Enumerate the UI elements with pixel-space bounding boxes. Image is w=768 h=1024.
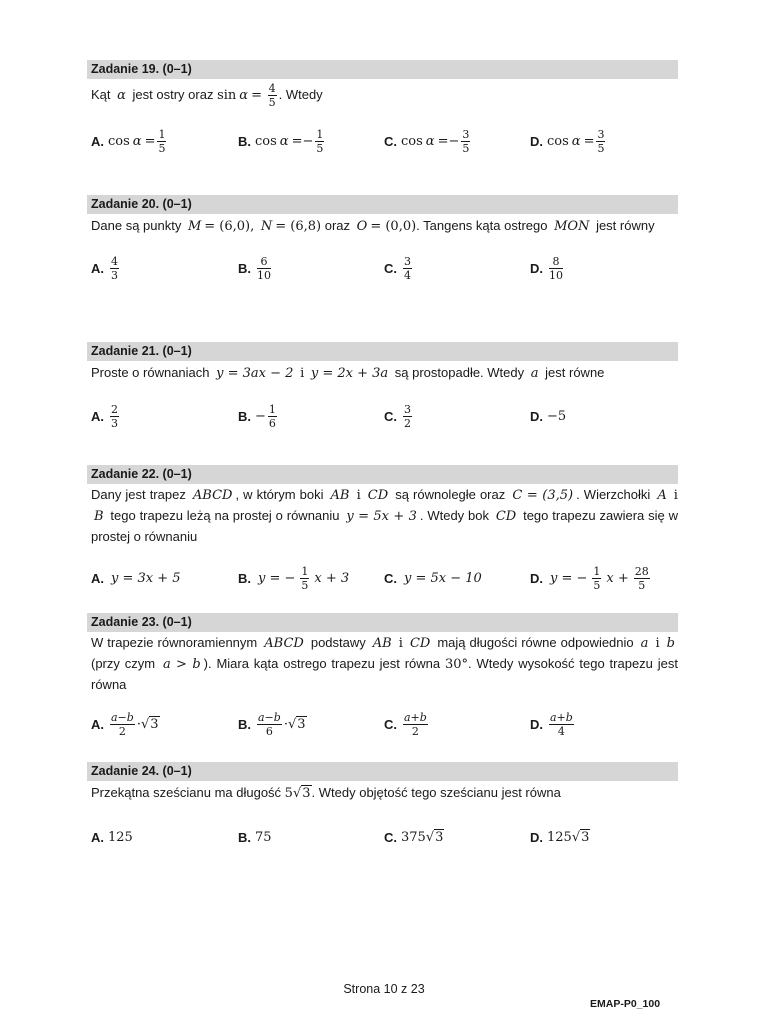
option-label: C. <box>384 408 397 424</box>
sqrt: √3 <box>425 829 444 845</box>
denominator: 3 <box>111 416 118 430</box>
math-op: · <box>136 716 141 732</box>
math-func: cos <box>108 133 130 149</box>
math-expr: y = 2x + 3a <box>310 366 389 381</box>
sqrt: √3 <box>287 716 306 732</box>
task-23 <box>87 613 678 739</box>
text-fragment: oraz <box>324 218 351 233</box>
text-fragment: tego trapezu leżą na prostej o równaniu <box>110 508 340 523</box>
fraction <box>596 129 605 154</box>
text-fragment: Dany jest trapez <box>91 487 186 502</box>
fraction <box>549 256 563 281</box>
denominator: 4 <box>557 724 565 738</box>
task-header: Zadanie 19. (0–1) <box>87 60 678 79</box>
math-expr: 125 <box>547 829 572 845</box>
radicand: 3 <box>581 829 590 845</box>
text-fragment: są prostopadłe. Wtedy <box>394 365 525 380</box>
fraction <box>110 256 119 281</box>
option-label: A. <box>91 408 104 424</box>
denominator: 5 <box>593 578 601 592</box>
option-c[interactable] <box>384 401 414 431</box>
option-c[interactable] <box>384 253 414 283</box>
math-var: CD <box>495 509 517 524</box>
text-fragment: mają długości równe odpowiednio <box>437 635 634 650</box>
math-conj: i <box>673 488 678 503</box>
option-b[interactable] <box>238 563 352 593</box>
math-var: a <box>530 366 539 381</box>
denominator: 5 <box>597 141 605 155</box>
math-expr: y = − <box>550 570 588 586</box>
math-var: MON <box>554 219 590 234</box>
option-label: A. <box>91 570 104 586</box>
radicand: 3 <box>302 786 311 801</box>
math-expr: y = 3x + 5 <box>111 570 181 586</box>
numerator: a+b <box>550 710 573 724</box>
option-label: C. <box>384 570 397 586</box>
sqrt: √3 <box>140 716 159 732</box>
math-var: CD <box>409 636 431 651</box>
numerator: 6 <box>257 256 271 269</box>
math-expr: −5 <box>547 408 567 424</box>
denominator: 10 <box>549 268 563 282</box>
math-var: CD <box>367 488 389 503</box>
fraction <box>315 129 324 154</box>
option-c[interactable] <box>384 563 485 593</box>
task-header: Zadanie 21. (0–1) <box>87 342 678 361</box>
option-d[interactable] <box>530 253 565 283</box>
math-expr: C = (3,5) <box>512 488 574 503</box>
option-label: B. <box>238 260 251 276</box>
task-21 <box>87 342 678 431</box>
text-fragment: . Wtedy <box>278 86 323 102</box>
text-fragment: Proste o równaniach <box>91 365 210 380</box>
math-expr: a > b <box>162 657 201 672</box>
text-fragment: . Wierzchołki <box>576 487 651 502</box>
option-b[interactable] <box>238 709 307 739</box>
task-22 <box>87 465 678 593</box>
math-op: = <box>291 133 303 149</box>
fraction <box>549 712 574 737</box>
text-fragment: . Tangens kąta ostrego <box>416 218 548 233</box>
task-20 <box>87 195 678 283</box>
option-d[interactable] <box>530 401 566 431</box>
answer-options <box>87 126 678 156</box>
task-text <box>87 363 678 384</box>
fraction <box>110 404 119 429</box>
task-header: Zadanie 22. (0–1) <box>87 465 678 484</box>
math-var: N <box>260 219 273 234</box>
numerator: 3 <box>597 127 605 141</box>
denominator: 10 <box>257 268 271 282</box>
denominator: 5 <box>462 141 470 155</box>
option-a[interactable] <box>91 709 160 739</box>
math-expr: y = − <box>258 570 296 586</box>
option-label: D. <box>530 408 543 424</box>
option-label: C. <box>384 260 397 276</box>
answer-options <box>87 563 678 593</box>
math-expr: x + 3 <box>314 570 350 586</box>
math-var: A <box>657 488 667 503</box>
fraction <box>592 566 601 591</box>
numerator: a−b <box>258 710 281 724</box>
fraction <box>634 566 650 591</box>
math-var: α <box>571 133 581 149</box>
math-var: O <box>356 219 368 234</box>
sqrt: √3 <box>292 786 311 801</box>
denominator: 2 <box>411 724 419 738</box>
option-label: D. <box>530 829 543 845</box>
text-fragment: Kąt <box>91 86 111 102</box>
option-label: A. <box>91 260 104 276</box>
task-19 <box>87 60 678 156</box>
math-expr: = (0,0) <box>370 219 417 234</box>
math-var: b <box>666 636 675 651</box>
numerator: 1 <box>593 564 601 578</box>
option-label: C. <box>384 716 397 732</box>
denominator: 4 <box>404 268 411 282</box>
option-label: C. <box>384 133 397 149</box>
task-24 <box>87 762 678 852</box>
task-header: Zadanie 24. (0–1) <box>87 762 678 781</box>
option-c[interactable] <box>384 709 430 739</box>
page-number: Strona 10 z 23 <box>343 982 425 996</box>
numerator: a−b <box>111 710 134 724</box>
option-label: B. <box>238 829 251 845</box>
math-func: cos <box>547 133 569 149</box>
text-fragment: . Wtedy wysokość tego trapezu jest równa <box>91 656 678 692</box>
numerator: 3 <box>404 254 411 268</box>
math-conj: i <box>398 636 403 651</box>
text-fragment: Dane są punkty <box>91 218 182 233</box>
option-label: D. <box>530 716 543 732</box>
math-var: α <box>279 133 289 149</box>
option-label: A. <box>91 716 104 732</box>
fraction <box>268 404 277 429</box>
text-fragment: tego trapezu zawiera się w prostej o równaniu <box>91 508 678 544</box>
math-op: = <box>144 133 156 149</box>
math-expr: 30° <box>445 657 469 672</box>
math-sign: − <box>255 408 266 424</box>
radicand: 3 <box>435 829 444 845</box>
task-text <box>87 633 678 695</box>
sqrt: √3 <box>571 829 590 845</box>
numerator: 28 <box>634 564 649 578</box>
math-var: α <box>132 133 142 149</box>
task-text <box>87 83 678 108</box>
option-label: A. <box>91 829 104 845</box>
math-func: cos <box>255 133 277 149</box>
math-expr: = (6,8) <box>275 219 322 234</box>
denominator: 2 <box>404 416 411 430</box>
fraction <box>257 712 282 737</box>
option-label: B. <box>238 133 251 149</box>
fraction <box>461 129 470 154</box>
numerator: 2 <box>111 402 118 416</box>
numerator: 1 <box>268 402 276 416</box>
math-expr: y = 5x + 3 <box>346 509 417 524</box>
text-fragment: jest równy <box>596 218 655 233</box>
option-d[interactable] <box>530 126 607 156</box>
math-sign: − <box>448 133 460 149</box>
answer-options <box>87 253 678 283</box>
answer-options <box>87 822 678 852</box>
math-var: α <box>239 87 249 103</box>
math-op: · <box>283 716 288 732</box>
fraction <box>403 404 412 429</box>
fraction <box>268 83 277 108</box>
text-fragment: , w którym boki <box>235 487 324 502</box>
denominator: 5 <box>268 96 276 109</box>
math-expr: = (6,0), <box>204 219 255 234</box>
math-op: = <box>251 87 262 103</box>
numerator: 1 <box>301 564 309 578</box>
option-d[interactable] <box>530 563 652 593</box>
denominator: 3 <box>111 268 118 282</box>
option-label: B. <box>238 716 251 732</box>
option-b[interactable] <box>238 401 279 431</box>
option-b[interactable] <box>238 253 273 283</box>
numerator: 3 <box>462 127 470 141</box>
option-a[interactable] <box>91 126 168 156</box>
fraction <box>157 129 166 154</box>
task-text <box>87 216 678 237</box>
radicand: 3 <box>297 716 306 732</box>
numerator: 1 <box>316 127 324 141</box>
text-fragment: jest równe <box>545 365 605 380</box>
text-fragment: . Wtedy objętość tego sześcianu jest równa <box>311 785 561 800</box>
option-label: B. <box>238 408 251 424</box>
math-expr: 375 <box>401 829 426 845</box>
task-text <box>87 783 678 804</box>
task-text <box>87 485 678 547</box>
option-label: D. <box>530 133 543 149</box>
math-expr: x + <box>606 570 629 586</box>
answer-options <box>87 401 678 431</box>
text-fragment: . Wtedy bok <box>419 508 489 523</box>
math-conj: i <box>356 488 361 503</box>
math-expr: y = 5x − 10 <box>404 570 482 586</box>
denominator: 5 <box>638 578 646 592</box>
denominator: 5 <box>316 141 324 155</box>
fraction <box>257 256 271 281</box>
math-expr: 5 <box>284 786 293 801</box>
option-c[interactable] <box>384 822 444 852</box>
text-fragment: W trapezie równoramiennym <box>91 635 258 650</box>
numerator: 8 <box>549 256 563 269</box>
option-b[interactable] <box>238 126 326 156</box>
option-label: A. <box>91 133 104 149</box>
text-fragment: Przekątna sześcianu ma długość <box>91 785 282 800</box>
fraction <box>403 712 428 737</box>
math-op: = <box>437 133 449 149</box>
math-var: B <box>94 509 104 524</box>
fraction <box>300 566 309 591</box>
math-expr: 75 <box>255 829 272 845</box>
math-var: α <box>425 133 435 149</box>
math-var: ABCD <box>192 488 233 503</box>
option-label: D. <box>530 260 543 276</box>
numerator: 1 <box>158 127 166 141</box>
numerator: 3 <box>404 402 411 416</box>
fraction <box>110 712 135 737</box>
option-c[interactable] <box>384 126 472 156</box>
option-label: C. <box>384 829 397 845</box>
denominator: 6 <box>268 416 276 430</box>
math-var: a <box>640 636 649 651</box>
option-d[interactable] <box>530 709 576 739</box>
option-label: D. <box>530 570 543 586</box>
option-a[interactable] <box>91 401 121 431</box>
text-fragment: podstawy <box>310 635 366 650</box>
text-fragment: (przy czym <box>91 656 156 671</box>
math-var: ABCD <box>264 636 304 651</box>
option-label: B. <box>238 570 251 586</box>
math-op: = <box>583 133 595 149</box>
task-header: Zadanie 23. (0–1) <box>87 613 678 632</box>
option-a[interactable] <box>91 253 121 283</box>
math-var: α <box>117 87 126 103</box>
text-fragment: jest ostry oraz <box>132 86 214 102</box>
denominator: 6 <box>265 724 273 738</box>
math-func: sin <box>217 87 237 103</box>
option-d[interactable] <box>530 822 590 852</box>
answer-options <box>87 709 678 739</box>
math-expr: y = 3ax − 2 <box>216 366 294 381</box>
math-conj: i <box>655 636 660 651</box>
denominator: 5 <box>158 141 166 155</box>
radicand: 3 <box>150 716 159 732</box>
math-func: cos <box>401 133 423 149</box>
task-header: Zadanie 20. (0–1) <box>87 195 678 214</box>
exam-code: EMAP-P0_100 <box>590 998 661 1010</box>
numerator: 4 <box>111 254 118 268</box>
math-expr: 125 <box>108 829 133 845</box>
option-b[interactable] <box>238 822 272 852</box>
denominator: 2 <box>118 724 126 738</box>
math-conj: i <box>300 366 305 381</box>
numerator: a+b <box>404 710 427 724</box>
option-a[interactable] <box>91 822 133 852</box>
numerator: 4 <box>268 82 276 95</box>
fraction <box>403 256 412 281</box>
math-sign: − <box>302 133 314 149</box>
text-fragment: ). Miara kąta ostrego trapezu jest równa <box>203 656 441 671</box>
math-var: AB <box>372 636 392 651</box>
denominator: 5 <box>301 578 309 592</box>
text-fragment: są równoległe oraz <box>395 487 506 502</box>
option-a[interactable] <box>91 563 184 593</box>
math-var: M <box>187 219 202 234</box>
math-var: AB <box>330 488 350 503</box>
